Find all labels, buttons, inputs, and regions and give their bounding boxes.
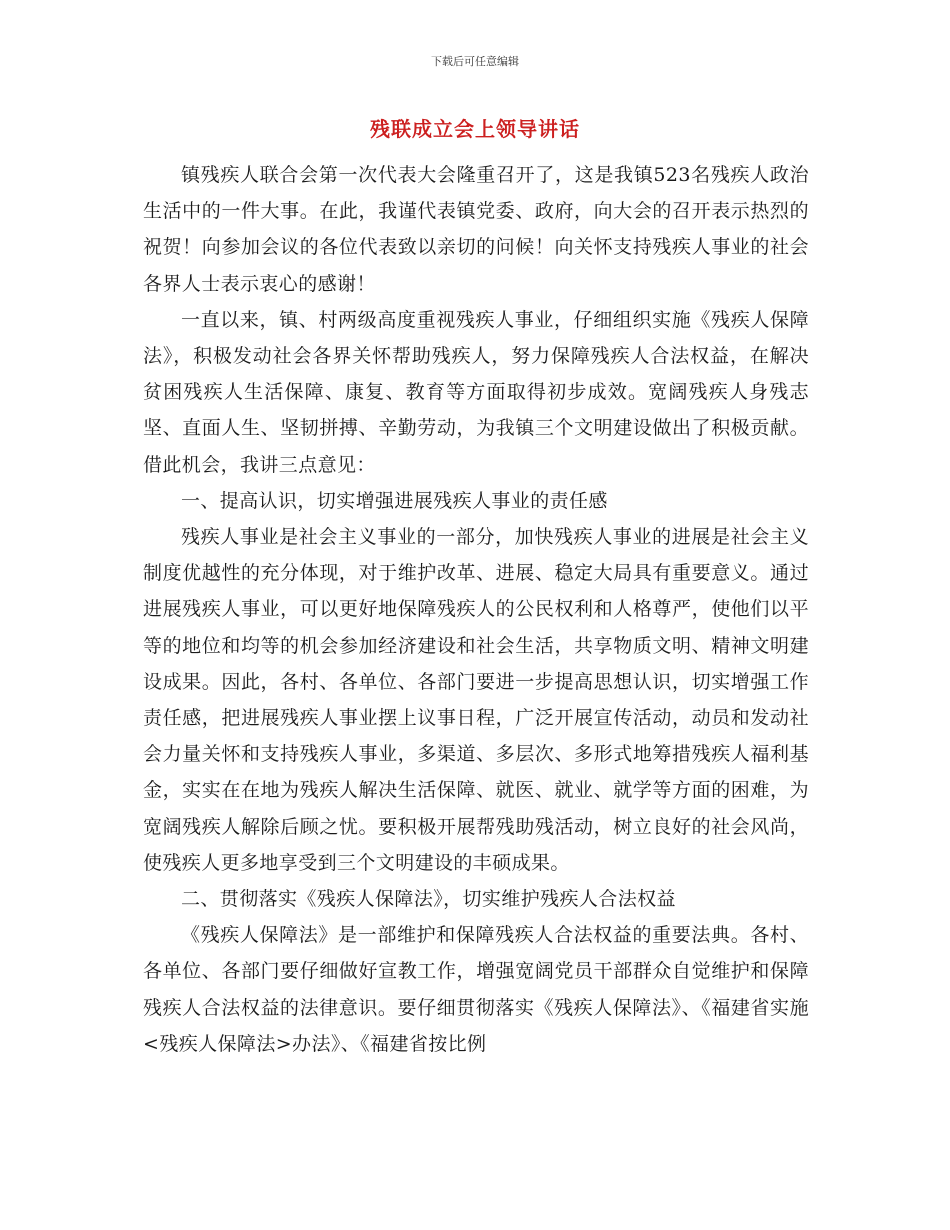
section-heading-1: 一、提高认识，切实增强进展残疾人事业的责任感 [181, 489, 608, 512]
paragraph-4: 《残疾人保障法》是一部维护和保障残疾人合法权益的重要法典。各村、各单位、各部门要仔细做好宣教工作，增强宽阔党员干部群众自觉维护和保障残疾人合法权益的法律意识。要仔细贯彻落实《残疾人保障法》、《福建省实施<残疾人保障法>办法》、《福建省按比例 [143, 924, 809, 1055]
header-note: 下载后可任意编辑 [431, 55, 519, 68]
section-heading-2: 二、贯彻落实《残疾人保障法》，切实维护残疾人合法权益 [181, 888, 676, 911]
paragraph-3: 残疾人事业是社会主义事业的一部分，加快残疾人事业的进展是社会主义制度优越性的充分体现，对于维护改革、进展、稳定大局具有重要意义。通过进展残疾人事业，可以更好地保障残疾人的公民权利和人格尊严，使他们以平等的地位和均等的机会参加经济建设和社会生活，共享物质文明、精神文明建设成果。因此，各村、各单位、各部门要进一步提高思想认识，切实增强工作责任感，把进展残疾人事业摆上议事日程，广泛开展宣传活动，动员和发动社会力量关怀和支持残疾人事业，多渠道、多层次、多形式地筹措残疾人福利基金，实实在在地为残疾人解决生活保障、就医、就业、就学等方面的困难，为宽阔残疾人解除后顾之忧。要积极开展帮残助残活动，树立良好的社会风尚，使残疾人更多地享受到三个文明建设的丰硕成果。 [143, 526, 809, 874]
document-title: 残联成立会上领导讲话 [370, 117, 580, 141]
paragraph-1: 镇残疾人联合会第一次代表大会隆重召开了，这是我镇523名残疾人政治生活中的一件大事。在此，我谨代表镇党委、政府，向大会的召开表示热烈的祝贺！向参加会议的各位代表致以亲切的问候！向关怀支持残疾人事业的社会各界人士表示衷心的感谢！ [143, 164, 809, 295]
document-body [143, 157, 809, 1062]
paragraph-2: 一直以来，镇、村两级高度重视残疾人事业，仔细组织实施《残疾人保障法》，积极发动社会各界关怀帮助残疾人，努力保障残疾人合法权益，在解决贫困残疾人生活保障、康复、教育等方面取得初步成效。宽阔残疾人身残志坚、直面人生、坚韧拼搏、辛勤劳动，为我镇三个文明建设做出了积极贡献。借此机会，我讲三点意见： [143, 308, 809, 476]
